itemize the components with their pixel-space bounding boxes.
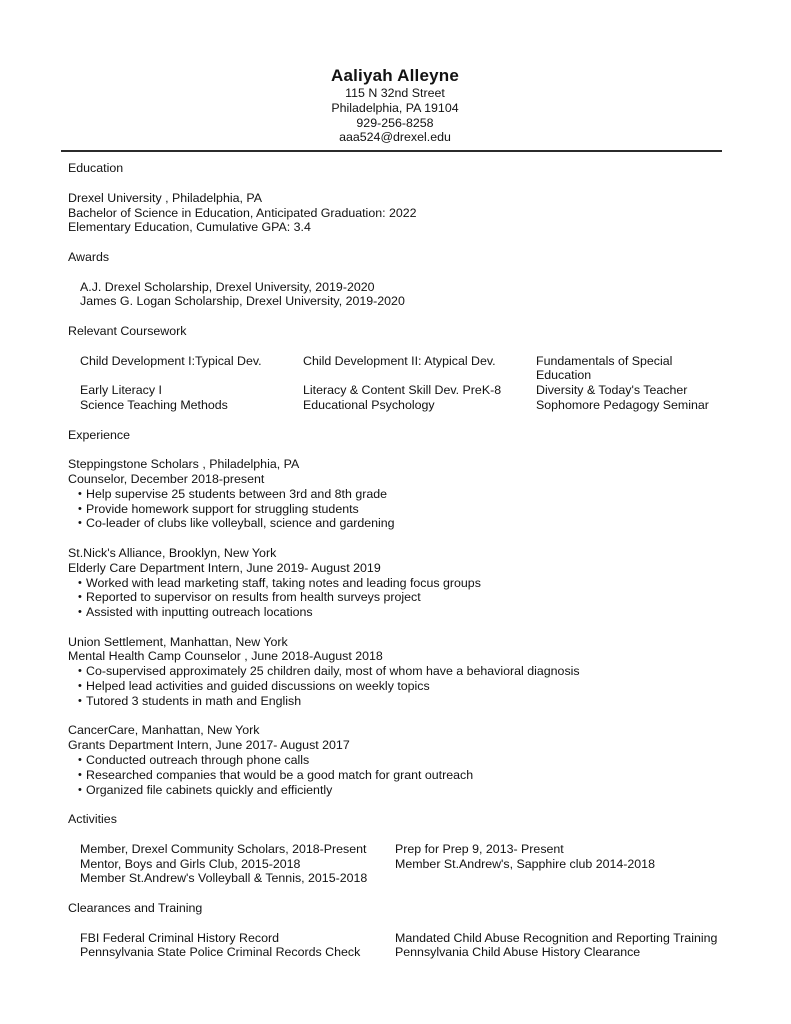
job-bullet: • Assisted with inputting outreach locations [68, 605, 722, 620]
activities-block [68, 842, 722, 886]
coursework-row [80, 398, 722, 413]
course-item: Child Development II: Atypical Dev. [303, 353, 496, 368]
experience-job [68, 635, 722, 709]
experience-job [68, 546, 722, 620]
section-awards [68, 250, 722, 309]
section-experience [68, 428, 722, 798]
clearances-block [68, 931, 722, 961]
job-company: CancerCare, Manhattan, New York [68, 723, 260, 738]
job-company: Union Settlement, Manhattan, New York [68, 634, 288, 649]
coursework-block [68, 354, 722, 413]
section-activities [68, 812, 722, 886]
course-item: Science Teaching Methods [80, 397, 228, 412]
job-bullet: • Organized file cabinets quickly and efficiently [68, 783, 722, 798]
course-item: Early Literacy I [80, 383, 162, 398]
resume-header [68, 66, 722, 145]
section-title-coursework: Relevant Coursework [68, 323, 187, 338]
job-company: Steppingstone Scholars , Philadelphia, PA [68, 457, 300, 472]
section-coursework [68, 324, 722, 413]
clearance-item: Mandated Child Abuse Recognition and Reporting Training [395, 930, 718, 945]
email-address: aaa524@drexel.edu [339, 130, 451, 145]
course-item: Educational Psychology [303, 397, 435, 412]
course-item: Diversity & Today's Teacher [536, 383, 688, 398]
clearance-row [80, 931, 722, 946]
coursework-row [80, 354, 722, 384]
activity-row [80, 857, 722, 872]
activity-row [80, 871, 722, 886]
section-title-activities: Activities [68, 812, 117, 827]
activity-item: Member St.Andrew's, Sapphire club 2014-2018 [395, 856, 655, 871]
award-item: A.J. Drexel Scholarship, Drexel University, 2019-2020 [80, 279, 375, 294]
job-role: Elderly Care Department Intern, June 2019- August 2019 [68, 560, 381, 575]
clearance-item: Pennsylvania Child Abuse History Clearance [395, 945, 641, 960]
education-block [68, 191, 722, 235]
section-education [68, 161, 722, 235]
activity-item: Member, Drexel Community Scholars, 2018-Present [80, 841, 367, 856]
course-item: Literacy & Content Skill Dev. PreK-8 [303, 383, 502, 398]
section-title-experience: Experience [68, 427, 130, 442]
section-title-awards: Awards [68, 249, 110, 264]
course-item: Child Development I:Typical Dev. [80, 353, 262, 368]
activity-row [80, 842, 722, 857]
course-item: Fundamentals of Special Education [536, 353, 673, 383]
job-bullet: • Conducted outreach through phone calls [68, 753, 722, 768]
job-bullet: • Reported to supervisor on results from health surveys project [68, 590, 722, 605]
job-bullet: • Co-leader of clubs like volleyball, science and gardening [68, 516, 722, 531]
award-item: James G. Logan Scholarship, Drexel University, 2019-2020 [80, 294, 405, 309]
job-bullet: • Researched companies that would be a good match for grant outreach [68, 768, 722, 783]
education-school: Drexel University , Philadelphia, PA [68, 190, 262, 205]
job-bullet: • Co-supervised approximately 25 children daily, most of whom have a behavioral diagnosis [68, 664, 722, 679]
clearance-item: Pennsylvania State Police Criminal Records Check [80, 945, 361, 960]
experience-job [68, 723, 722, 797]
awards-block [68, 280, 722, 310]
address-line-2: Philadelphia, PA 19104 [331, 100, 459, 115]
job-bullet: • Helped lead activities and guided discussions on weekly topics [68, 679, 722, 694]
address-line-1: 115 N 32nd Street [345, 86, 445, 100]
clearance-item: FBI Federal Criminal History Record [80, 930, 279, 945]
education-major-gpa: Elementary Education, Cumulative GPA: 3.4 [68, 220, 311, 235]
job-bullet: • Tutored 3 students in math and English [68, 694, 722, 709]
job-company: St.Nick's Alliance, Brooklyn, New York [68, 545, 277, 560]
activity-item [395, 871, 722, 886]
job-bullet: • Worked with lead marketing staff, taking notes and leading focus groups [68, 576, 722, 591]
activity-item: Mentor, Boys and Girls Club, 2015-2018 [80, 856, 301, 871]
activity-item: Prep for Prep 9, 2013- Present [395, 841, 564, 856]
job-role: Grants Department Intern, June 2017- August 2017 [68, 738, 350, 753]
clearance-row [80, 945, 722, 960]
job-bullet: • Provide homework support for struggling students [68, 502, 722, 517]
job-bullet: • Help supervise 25 students between 3rd and 8th grade [68, 487, 722, 502]
activity-item: Member St.Andrew's Volleyball & Tennis, 2015-2018 [80, 871, 368, 886]
education-degree: Bachelor of Science in Education, Anticipated Graduation: 2022 [68, 205, 417, 220]
course-item: Sophomore Pedagogy Seminar [536, 397, 709, 412]
section-title-clearances: Clearances and Training [68, 901, 203, 916]
job-role: Counselor, December 2018-present [68, 471, 265, 486]
phone-number: 929-256-8258 [356, 115, 434, 130]
candidate-name: Aaliyah Alleyne [330, 66, 460, 85]
experience-job [68, 457, 722, 531]
section-clearances [68, 901, 722, 960]
section-title-education: Education [68, 161, 124, 176]
header-divider [61, 150, 722, 152]
job-role: Mental Health Camp Counselor , June 2018-August 2018 [68, 649, 383, 664]
coursework-row [80, 383, 722, 398]
